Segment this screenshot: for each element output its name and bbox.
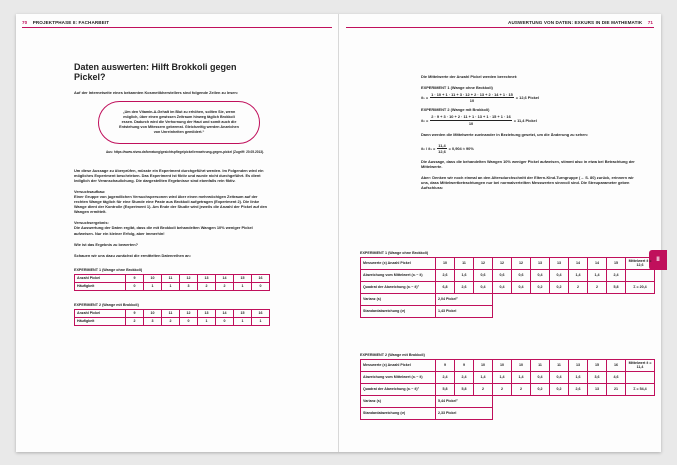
cell: 3 (144, 318, 162, 326)
cell: 0 (252, 282, 270, 290)
cell: 9 (126, 274, 144, 282)
formula-symbol: x̄₁ = (421, 95, 429, 101)
cell: 21 (607, 383, 626, 395)
cell: 0,4 (512, 281, 531, 293)
row-label: Häufigkeit (75, 318, 126, 326)
cell: 3,6 (588, 371, 607, 383)
cell: 12 (512, 257, 531, 269)
cell: 1,6 (569, 371, 588, 383)
sum-cell: Σ = 20,4 (626, 281, 655, 293)
cell: 1 (234, 318, 252, 326)
cell: 9 (126, 310, 144, 318)
cell: 13 (531, 257, 550, 269)
fraction (437, 143, 446, 154)
cell: 10 (144, 274, 162, 282)
exp2-frequency-table (74, 309, 270, 326)
cell: 12 (493, 257, 512, 269)
intro-text: Auf der Internetseite eines bekannten Kosmetikherstellers sind folgende Zeilen zu lesen: (74, 90, 239, 95)
cell: 2 (474, 383, 493, 395)
exp2-table-title: EXPERIMENT 2 (Wange mit Brokkoli) (74, 302, 139, 307)
cell: 5,8 (455, 383, 474, 395)
distribution-text: Aber: Denken wir noch einmal an den Altersdurchschnitt der Eltern-Kind-Turngruppe (→ S. 80) zurück, erinnern wir uns, dass Mittelwertbetrachtungen nur bei normalverteilten Messwerten sinnvoll sind. Die Streuparameter geben Aufschluss: (421, 175, 634, 191)
exp1-stats-title: EXPERIMENT 1 (Wange ohne Brokkoli) (360, 251, 429, 255)
row-label: Standardabweichung (σ) (361, 305, 436, 317)
cell: 2 (126, 318, 144, 326)
cell: 2,6 (436, 269, 455, 281)
cell: 2 (198, 282, 216, 290)
cell: 0,2 (531, 281, 550, 293)
cell: 2 (588, 281, 607, 293)
cell: 16 (252, 274, 270, 282)
cell: 9 (436, 359, 455, 371)
exp2-stats-title: EXPERIMENT 2 (Wange mit Brokkoli) (360, 353, 425, 357)
denominator: 10 (468, 120, 474, 126)
exp1-heading: EXPERIMENT 1 (Wange ohne Brokkoli) (421, 85, 493, 91)
row-label: Abweichung vom Mittelwert (xᵢ − x̄) (361, 269, 436, 281)
numerator: 1 · 10 + 1 · 11 + 3 · 12 + 2 · 13 + 2 · 14 + 1 · 15 (431, 92, 513, 98)
cell: 11 (162, 274, 180, 282)
cell: 2 (162, 318, 180, 326)
cell: 3 (180, 282, 198, 290)
fraction (430, 92, 514, 103)
denominator: 10 (469, 98, 475, 104)
cell: 10 (474, 359, 493, 371)
cell: 2 (216, 282, 234, 290)
running-head-left (22, 20, 109, 25)
cell: 0,2 (531, 383, 550, 395)
cell: 10 (493, 359, 512, 371)
row-label: Standardabweichung (σ) (361, 407, 436, 419)
row-label: Anzahl Pickel (75, 310, 126, 318)
cell (626, 371, 655, 383)
chapter-tab: II (649, 250, 667, 270)
cell: 1,6 (455, 269, 474, 281)
prompt-text: Schauen wir uns dazu zunächst die ermittelten Datenreihen an: (74, 252, 191, 258)
stddev-cell: 2,33 Pickel (436, 407, 493, 419)
exp1-stats-block (360, 243, 655, 318)
stddev-cell: 1,43 Pickel (436, 305, 493, 317)
numerator: 11,4 (438, 142, 446, 148)
page-fold (338, 14, 339, 452)
cell: 16 (252, 310, 270, 318)
exp1-table-title: EXPERIMENT 1 (Wange ohne Brokkoli) (74, 267, 143, 272)
cell: 10 (512, 359, 531, 371)
cell: 12 (180, 274, 198, 282)
cell: 10 (436, 257, 455, 269)
cell: 10 (144, 310, 162, 318)
formula-result: = 0,904 ≈ 90% (448, 145, 474, 151)
cell: 0 (180, 318, 198, 326)
formula-ratio (421, 143, 636, 154)
statement-text: Die Aussage, dass die behandelten Wangen 10% weniger Pickel aufweisen, stimmt also in etwa bei Betrachtung der Mittelwerte. (421, 158, 635, 170)
sum-cell: Σ = 54,4 (626, 383, 655, 395)
cell: 2,6 (455, 281, 474, 293)
cell: 5,8 (607, 281, 626, 293)
row-label: Quadrat der Abweichung (xᵢ − x̄)² (361, 281, 436, 293)
cell: 0,2 (550, 281, 569, 293)
cell: 0,4 (474, 281, 493, 293)
result-text: Die Auswertung der Daten ergibt, dass die mit Brokkoli behandelten Wangen 10% weniger Pickel aufweisen. Nur ein kleiner Erfolg, aber immerhin! (74, 225, 253, 236)
formula-mean-2 (421, 114, 636, 125)
cell: 0,4 (493, 281, 512, 293)
cell: 13 (588, 383, 607, 395)
mean-cell: Mittelwert x̄ = 12,6 (626, 257, 655, 269)
chapter-title-right: AUSWERTUNG VON DATEN: EXKURS IN DIE MATHEMATIK (508, 20, 643, 25)
cell: 0 (216, 318, 234, 326)
cell: 1,4 (512, 371, 531, 383)
cell: 0,6 (493, 269, 512, 281)
cell: 14 (216, 310, 234, 318)
cell: 15 (234, 274, 252, 282)
row-label: Quadrat der Abweichung (xᵢ − x̄)² (361, 383, 436, 395)
exp2-heading: EXPERIMENT 2 (Wange mit Brokkoli) (421, 107, 490, 113)
running-head-right (508, 20, 653, 25)
cell (626, 269, 655, 281)
cell: 14 (216, 274, 234, 282)
variance-cell: 2,04 Pickel² (436, 293, 493, 305)
cell: 2 (493, 383, 512, 395)
formula-symbol: x̄₂ = (421, 117, 429, 123)
cell: 2,4 (436, 371, 455, 383)
variance-cell: 5,44 Pickel² (436, 395, 493, 407)
cell: 2 (512, 383, 531, 395)
cell: 0,4 (531, 269, 550, 281)
header-rule-left (22, 27, 332, 28)
cell: 13 (569, 359, 588, 371)
cell: 1,4 (588, 269, 607, 281)
row-label: Anzahl Pickel (75, 274, 126, 282)
right-page-column (421, 74, 636, 196)
cell: 16 (607, 359, 626, 371)
exp2-stats-table (360, 359, 655, 420)
setup-text: Einer Gruppe von jugendlichen Versuchspersonen wird über einen mehrwöchigen Zeitraum auf der rechten Wange täglich für eine Stunde eine Paste aus Brokkoli aufgetragen (Experiment 2). Die linke Wange dient der Kontrolle (Experiment 1). Am Ende der Studie wird jeweils die Anzahl der Pickel auf den Wangen ermittelt. (74, 194, 268, 215)
cell: 0,6 (512, 269, 531, 281)
cell: 2,6 (569, 383, 588, 395)
cell: 0,6 (474, 269, 493, 281)
quote-source: Aus: https://www.nivea.de/beratung/gesichtspflege/pickel/ernaehrung-gegen-pickel (Zugriff: 20.05.2013). (105, 149, 264, 154)
cell: 0,4 (531, 371, 550, 383)
mean-intro: Die Mittelwerte der Anzahl Pickel werden berechnet: (421, 74, 518, 79)
cell: 1 (144, 282, 162, 290)
cell: 12 (180, 310, 198, 318)
exp2-stats-block (360, 345, 655, 420)
row-label: Varianz (s) (361, 395, 436, 407)
page-title: Daten auswerten: Hilft Brokkoli gegen Pickel? (74, 62, 237, 82)
denominator: 12,6 (438, 148, 446, 154)
result-heading: Versuchsergebnis: (74, 220, 109, 226)
exp1-stats-table (360, 257, 655, 318)
cell: 2 (569, 281, 588, 293)
formula-result: = 11,4 Pickel (513, 117, 537, 123)
formula-mean-1 (421, 92, 636, 103)
cell: 1 (162, 282, 180, 290)
cell: 15 (588, 359, 607, 371)
cell: 1 (234, 282, 252, 290)
chapter-title-left: PROJEKTPHASE II: FACHARBEIT (32, 20, 110, 25)
exp1-frequency-table (74, 274, 270, 291)
cell: 1,4 (493, 371, 512, 383)
row-label: Abweichung vom Mittelwert (xᵢ − x̄) (361, 371, 436, 383)
experiment-description: Um diese Aussage zu überprüfen, müsste ein Experiment durchgeführt werden. Im Folgenden wird ein mögliches Experiment beschrieben. Das Experiment ist fiktiv und wurde nicht durchgeführt. Es dient lediglich der Veranschaulichung. Die dargestellten Ergebnisse sind ebenfalls rein fiktiv. (74, 167, 264, 183)
row-label: Messwerte (x) Anzahl Pickel (361, 257, 436, 269)
cell: 13 (198, 274, 216, 282)
left-page-column (74, 42, 270, 326)
cell: 12 (474, 257, 493, 269)
cell: 11 (550, 359, 569, 371)
header-rule-right (346, 27, 654, 28)
quote-bubble: „Um den Vitamin-A-Gehalt im Blut zu erhöhen, sollten Sie, wenn möglich, über einen gewissen Zeitraum hinweg täglich Brokkoli essen. Dadurch wird die Verhornung der Haut und somit auch die Entstehung von Mitessern gebremst. Gleichzeitig werden Anzeichen von Unreinheiten gemildert.“ (98, 101, 260, 144)
cell: 4,6 (607, 371, 626, 383)
cell: 0,2 (550, 383, 569, 395)
compare-text: Dann werden die Mittelwerte zueinander in Beziehung gesetzt, um die Änderung zu sehen: (421, 131, 589, 137)
row-label: Varianz (s) (361, 293, 436, 305)
cell: 14 (569, 257, 588, 269)
cell: 14 (588, 257, 607, 269)
fraction (430, 114, 511, 125)
cell: 11 (455, 257, 474, 269)
book-spread (16, 14, 661, 452)
cell: 11 (531, 359, 550, 371)
cell: 1,4 (474, 371, 493, 383)
numerator: 2 · 9 + 3 · 10 + 2 · 11 + 1 · 13 + 1 · 15 + 1 · 16 (431, 114, 511, 120)
cell: 15 (607, 257, 626, 269)
cell: 0,4 (550, 371, 569, 383)
formula-result: = 12,6 Pickel (515, 95, 540, 101)
cell: 2,4 (455, 371, 474, 383)
cell: 1,4 (569, 269, 588, 281)
cell: 13 (198, 310, 216, 318)
cell: 15 (234, 310, 252, 318)
cell: 5,8 (436, 383, 455, 395)
cell: 13 (550, 257, 569, 269)
cell: 1 (252, 318, 270, 326)
page-number-right: 71 (647, 20, 653, 25)
cell: 1 (198, 318, 216, 326)
cell: 0,4 (550, 269, 569, 281)
cell: 0 (126, 282, 144, 290)
question-text: Wie ist das Ergebnis zu bewerten? (74, 241, 138, 247)
row-label: Messwerte (x) Anzahl Pickel (361, 359, 436, 371)
setup-heading: Versuchsaufbau: (74, 188, 106, 194)
cell: 11 (162, 310, 180, 318)
cell: 2,4 (607, 269, 626, 281)
cell: 9 (455, 359, 474, 371)
page-number-left: 70 (22, 20, 28, 25)
formula-symbol: x̄₂ / x̄₁ = (421, 145, 436, 151)
row-label: Häufigkeit (75, 282, 126, 290)
mean-cell: Mittelwert x̄ = 11,4 (626, 359, 655, 371)
cell: 6,8 (436, 281, 455, 293)
